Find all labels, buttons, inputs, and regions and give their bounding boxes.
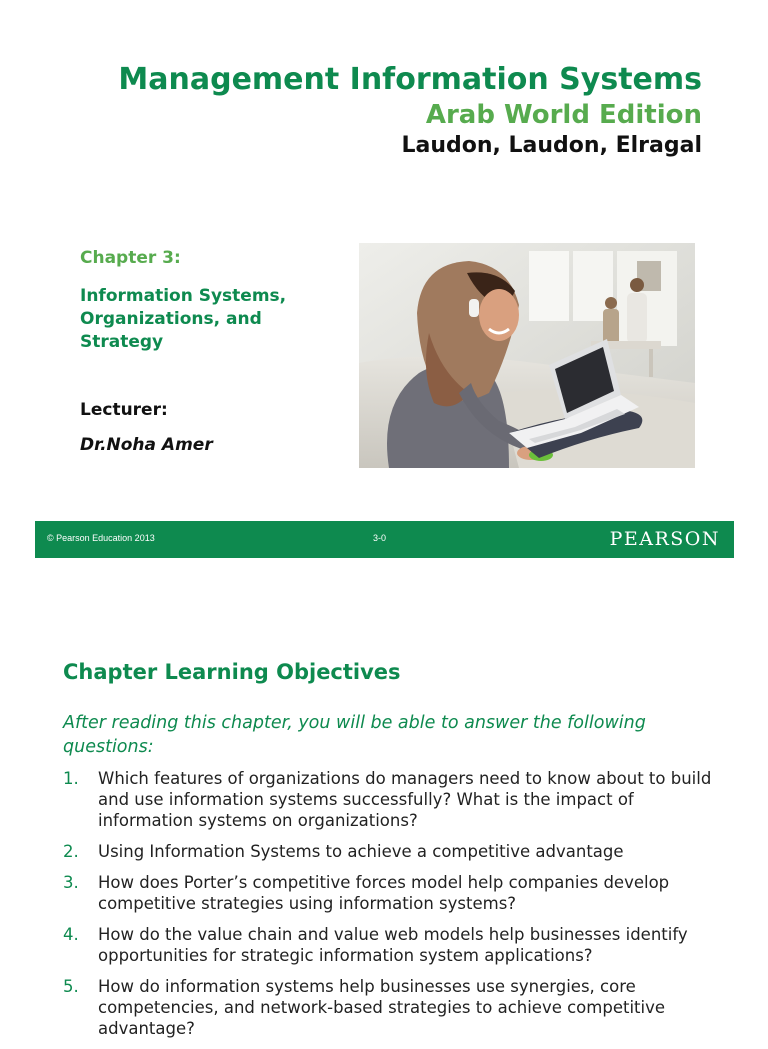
item-number: 3. (63, 873, 79, 892)
edition-subtitle: Arab World Edition (425, 100, 702, 130)
item-number: 1. (63, 769, 79, 788)
chapter-title-line: Organizations, and (80, 309, 262, 329)
slide-number: 3-0 (373, 533, 387, 543)
item-text: How do the value chain and value web models help businesses identify opportunities for strategic information system applications? (98, 925, 688, 965)
woman-with-laptop-photo (359, 243, 695, 468)
item-number: 5. (63, 977, 79, 996)
copyright-text: © Pearson Education 2013 (47, 533, 155, 543)
chapter-title-line: Strategy (80, 332, 164, 352)
lecturer-label: Lecturer: (80, 400, 168, 420)
objectives-intro: After reading this chapter, you will be able to answer the following questions: (63, 713, 646, 757)
list-item (63, 976, 713, 1039)
book-title: Management Information Systems (118, 62, 702, 97)
chapter-label: Chapter 3: (80, 248, 181, 268)
lecturer-name: Dr.Noha Amer (80, 435, 213, 455)
item-text: How does Porter’s competitive forces model help companies develop competitive strategies using information systems? (98, 873, 670, 913)
item-text: Using Information Systems to achieve a competitive advantage (98, 842, 624, 861)
list-item (63, 924, 713, 966)
item-number: 4. (63, 925, 79, 944)
authors: Laudon, Laudon, Elragal (401, 133, 702, 158)
objectives-heading: Chapter Learning Objectives (63, 660, 401, 684)
chapter-title-line: Information Systems, (80, 286, 287, 306)
list-item (63, 841, 713, 862)
item-text: Which features of organizations do managers need to know about to build and use information systems successfully? What is the impact of information systems on organizations? (98, 769, 712, 830)
item-number: 2. (63, 842, 79, 861)
chapter-title (80, 285, 340, 354)
list-item (63, 872, 713, 914)
pearson-logo: PEARSON (609, 528, 720, 550)
item-text: How do information systems help businesses use synergies, core competencies, and network-based strategies to achieve competitive advantage? (98, 977, 666, 1038)
objectives-list (63, 768, 713, 1049)
list-item (63, 768, 713, 831)
footer-bar (35, 521, 734, 558)
